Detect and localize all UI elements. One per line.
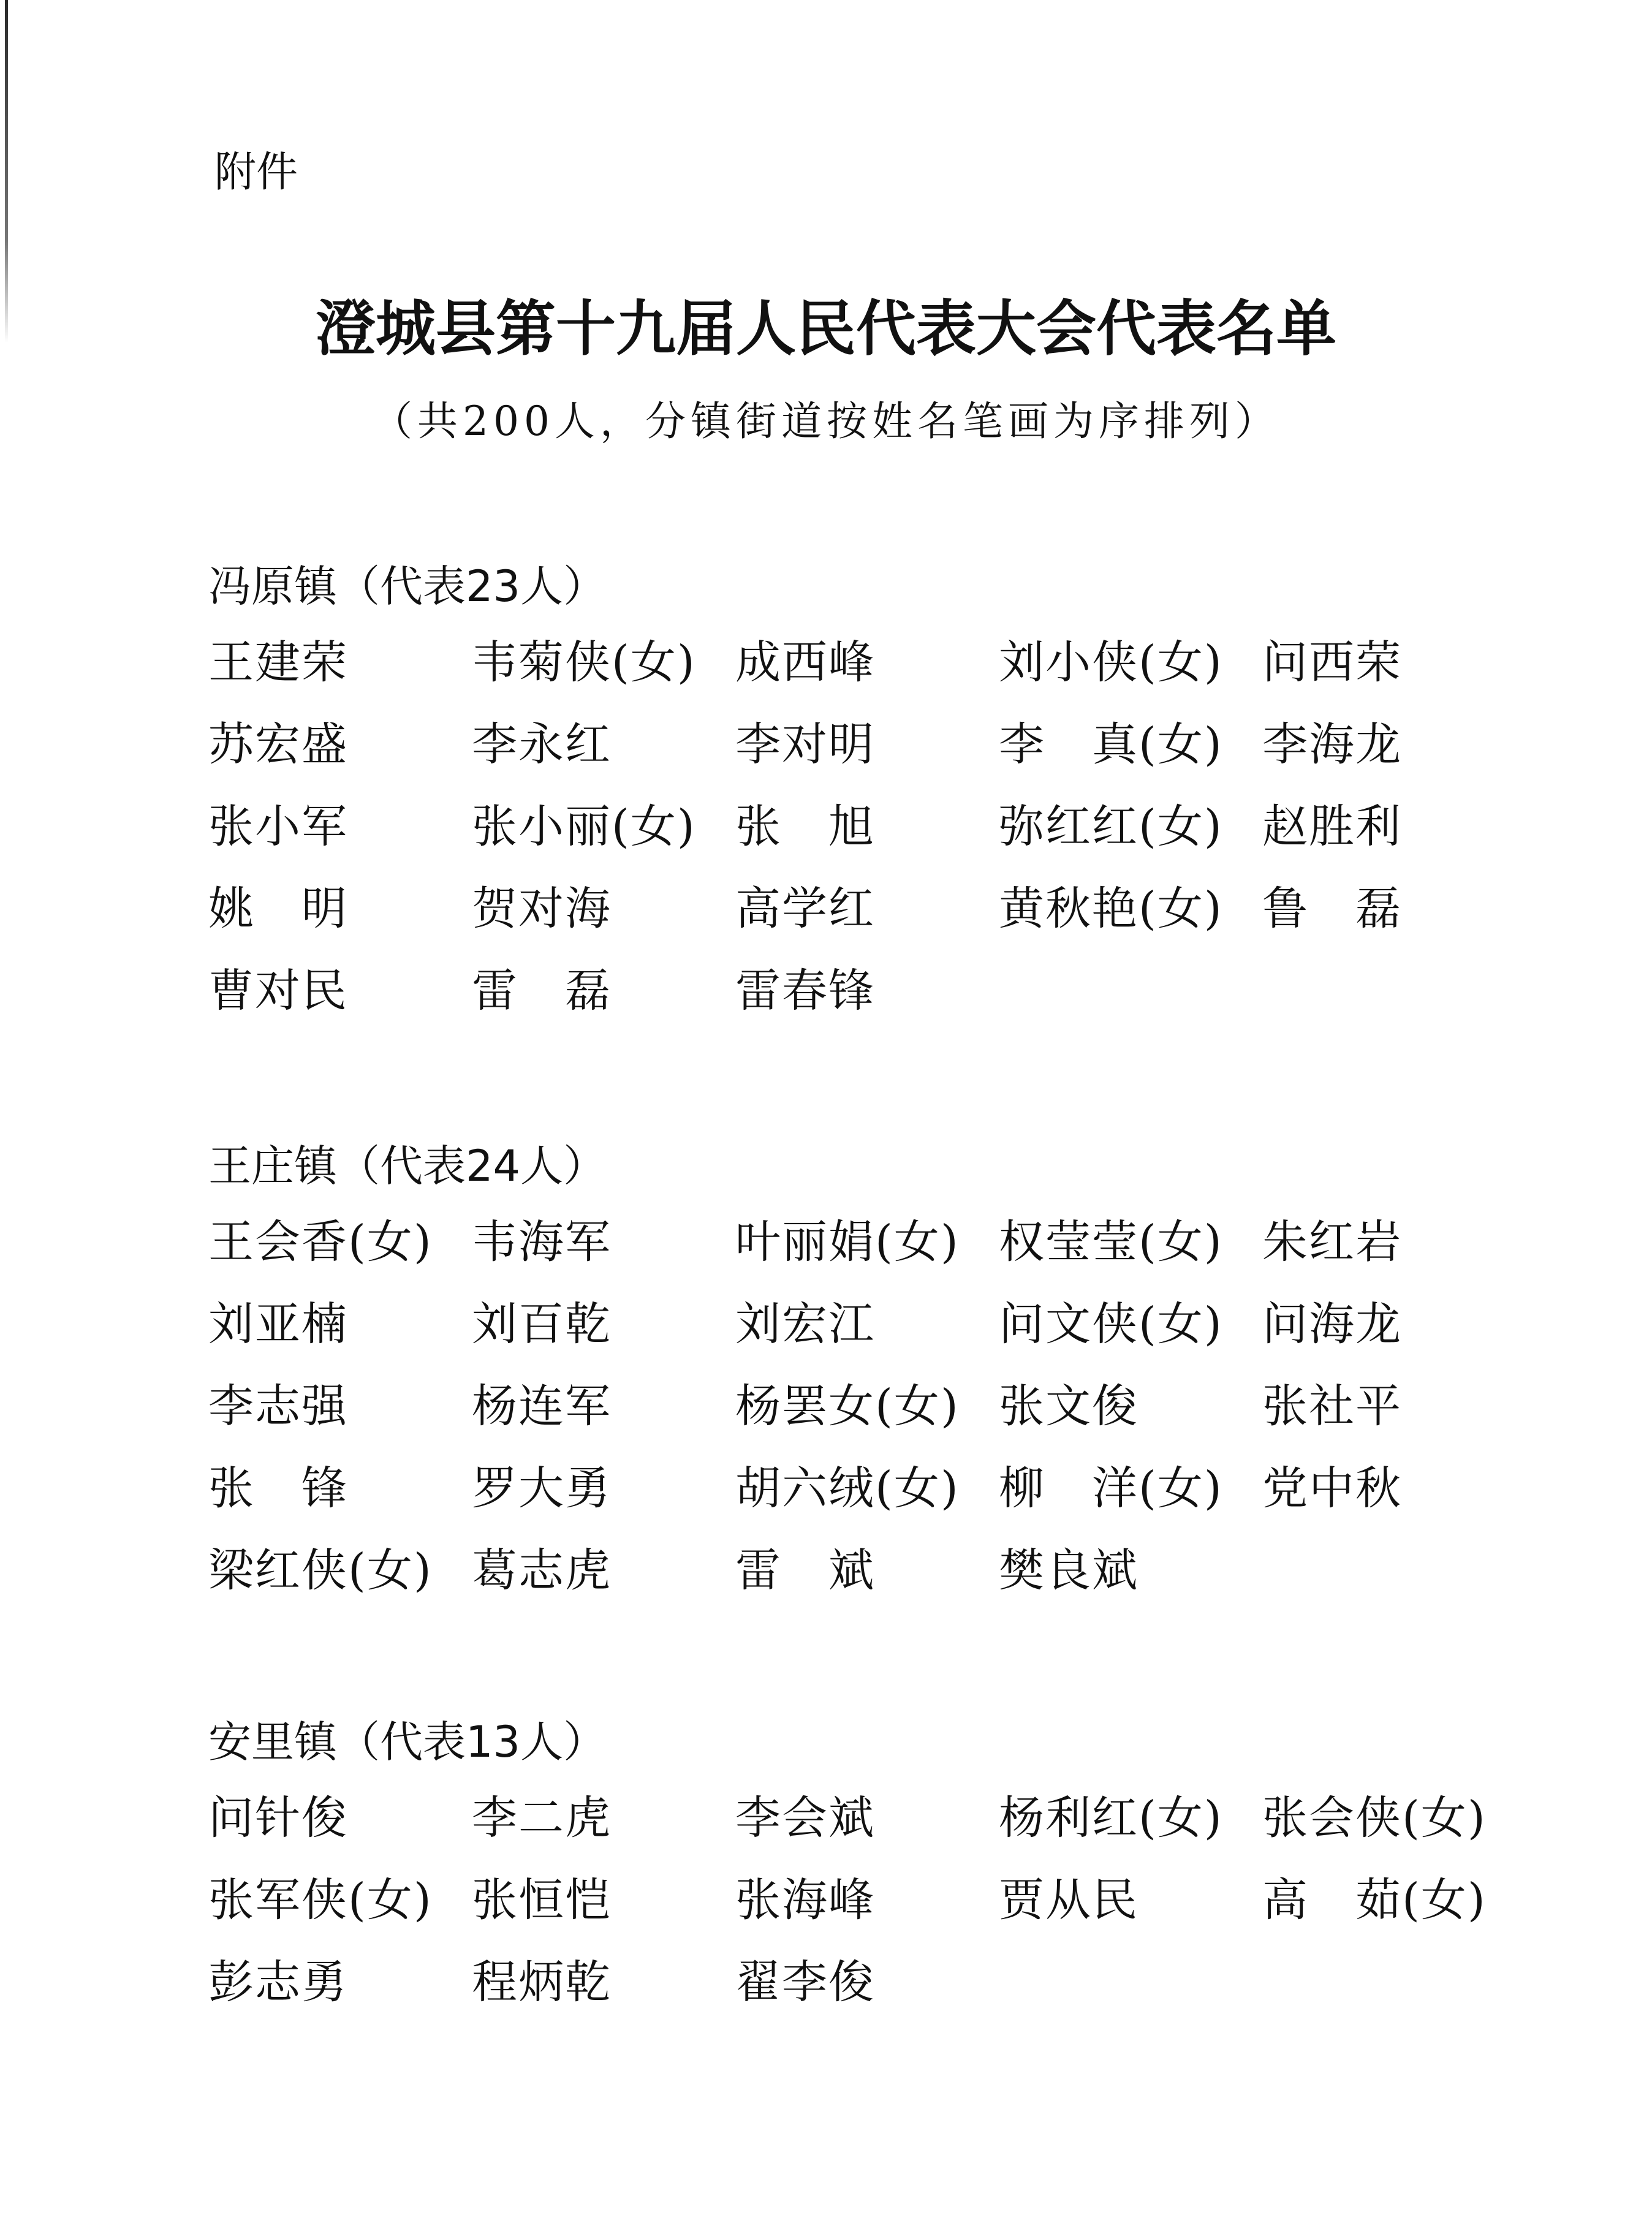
name-grid [208, 1216, 1526, 1630]
representative-name: 问西荣 [1262, 636, 1402, 689]
representative-name: 问针俊 [208, 1792, 348, 1844]
attachment-label: 附件 [214, 148, 298, 197]
representative-name: 刘宏江 [735, 1298, 875, 1350]
representative-name: 李海龙 [1262, 718, 1402, 771]
representative-name: 韦菊侠(女) [472, 636, 696, 689]
section-wangzhuang [208, 1141, 1526, 1630]
representative-name: 姚 明 [208, 882, 348, 935]
representative-name: 李对明 [735, 718, 875, 771]
representative-name: 成西峰 [735, 636, 875, 689]
representative-name: 张恒恺 [472, 1874, 612, 1926]
representative-name: 葛志虎 [472, 1544, 612, 1597]
section-fengyuan [208, 561, 1526, 1050]
representative-name: 张军侠(女) [208, 1874, 433, 1926]
section-heading: 王庄镇（代表24人） [208, 1141, 607, 1191]
representative-name: 张社平 [1262, 1380, 1402, 1433]
representative-name: 张 锋 [208, 1462, 348, 1515]
representative-name: 杨连军 [472, 1380, 612, 1433]
representative-name: 党中秋 [1262, 1462, 1402, 1515]
representative-name: 李志强 [208, 1380, 348, 1433]
representative-name: 弥红红(女) [999, 800, 1223, 853]
representative-name: 张会侠(女) [1262, 1792, 1487, 1844]
representative-name: 张小军 [208, 800, 348, 853]
representative-name: 梁红侠(女) [208, 1544, 433, 1597]
representative-name: 问文侠(女) [999, 1298, 1223, 1350]
representative-name: 叶丽娟(女) [735, 1216, 960, 1268]
document-subtitle: （共200人，分镇街道按姓名笔画为序排列） [372, 398, 1280, 445]
representative-name: 权莹莹(女) [999, 1216, 1223, 1268]
representative-name: 李会斌 [735, 1792, 875, 1844]
representative-name: 曹对民 [208, 964, 348, 1017]
representative-name: 罗大勇 [472, 1462, 612, 1515]
representative-name: 刘小侠(女) [999, 636, 1223, 689]
representative-name: 翟李俊 [735, 1956, 875, 2009]
representative-name: 赵胜利 [1262, 800, 1402, 853]
representative-name: 李 真(女) [999, 718, 1223, 771]
representative-name: 雷 磊 [472, 964, 612, 1017]
name-grid [208, 1792, 1526, 2042]
representative-name: 张小丽(女) [472, 800, 696, 853]
representative-name: 问海龙 [1262, 1298, 1402, 1350]
representative-name: 张 旭 [735, 800, 875, 853]
section-heading: 冯原镇（代表23人） [208, 561, 607, 612]
representative-name: 鲁 磊 [1262, 882, 1402, 935]
representative-name: 张海峰 [735, 1874, 875, 1926]
document-title: 澄城县第十九届人民代表大会代表名单 [315, 293, 1336, 364]
representative-name: 彭志勇 [208, 1956, 348, 2009]
representative-name: 贾从民 [999, 1874, 1139, 1926]
representative-name: 雷春锋 [735, 964, 875, 1017]
representative-name: 樊良斌 [999, 1544, 1139, 1597]
representative-name: 苏宏盛 [208, 718, 348, 771]
representative-name: 柳 洋(女) [999, 1462, 1223, 1515]
scan-edge-line [5, 0, 8, 343]
name-grid [208, 636, 1526, 1050]
representative-name: 杨利红(女) [999, 1792, 1223, 1844]
section-heading: 安里镇（代表13人） [208, 1717, 607, 1767]
representative-name: 刘亚楠 [208, 1298, 348, 1350]
representative-name: 黄秋艳(女) [999, 882, 1223, 935]
representative-name: 李二虎 [472, 1792, 612, 1844]
representative-name: 王会香(女) [208, 1216, 433, 1268]
representative-name: 李永红 [472, 718, 612, 771]
representative-name: 杨罢女(女) [735, 1380, 960, 1433]
representative-name: 韦海军 [472, 1216, 612, 1268]
representative-name: 雷 斌 [735, 1544, 875, 1597]
representative-name: 张文俊 [999, 1380, 1139, 1433]
representative-name: 朱红岩 [1262, 1216, 1402, 1268]
representative-name: 高 茹(女) [1262, 1874, 1487, 1926]
representative-name: 王建荣 [208, 636, 348, 689]
representative-name: 高学红 [735, 882, 875, 935]
representative-name: 贺对海 [472, 882, 612, 935]
representative-name: 胡六绒(女) [735, 1462, 960, 1515]
section-anli [208, 1717, 1526, 2042]
representative-name: 程炳乾 [472, 1956, 612, 2009]
representative-name: 刘百乾 [472, 1298, 612, 1350]
